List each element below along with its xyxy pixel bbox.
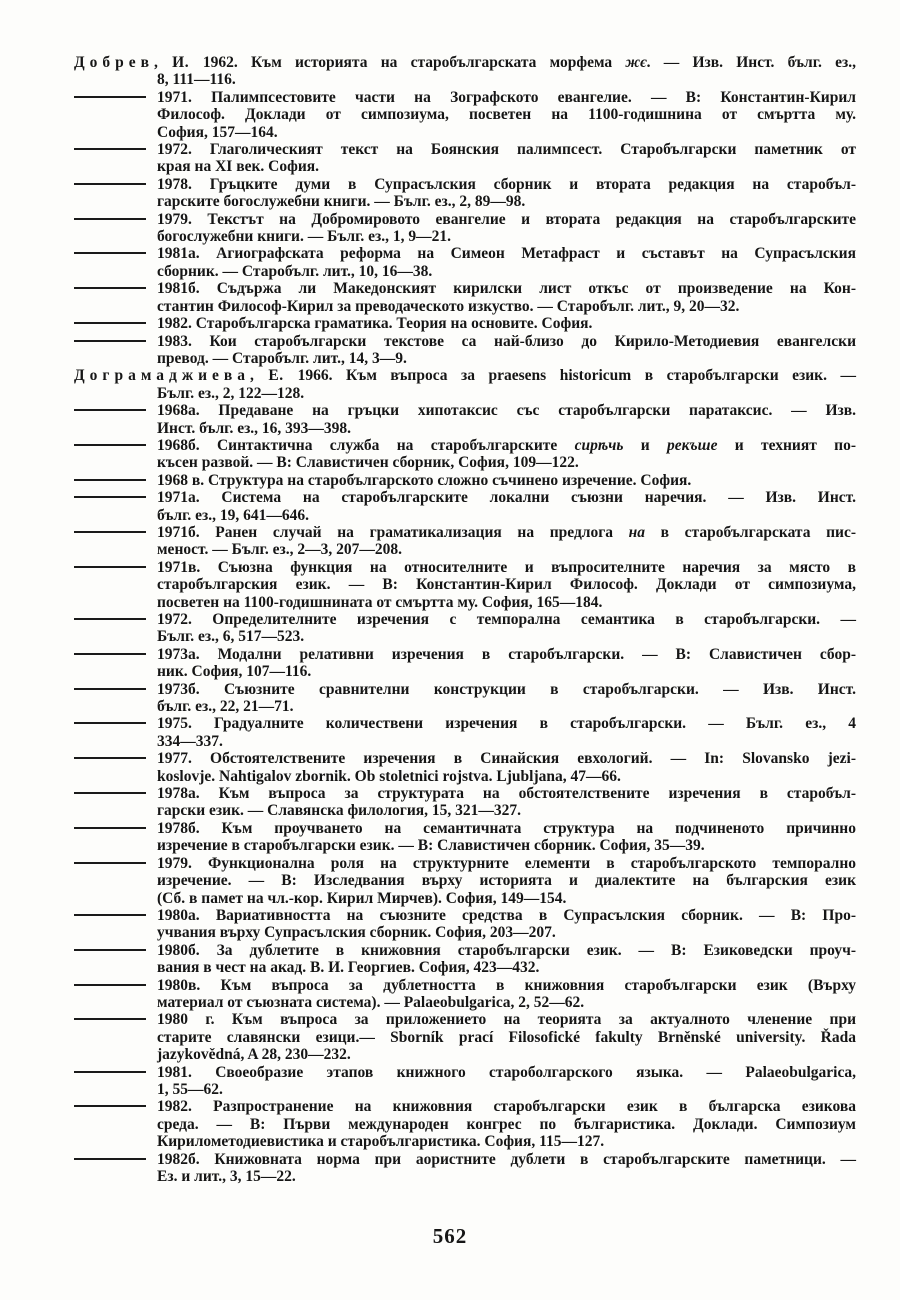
bib-line: вания в чест на акад. В. И. Георгиев. София, 423—432.	[157, 959, 540, 977]
bib-line: jazykovědná, A 28, 230—232.	[157, 1046, 351, 1064]
same-author-dash	[74, 479, 146, 481]
author-initial: , И.	[154, 54, 203, 71]
bib-line: 1971. Палимпсестовите части на Зографското евангелие. — В: Константин-Кирил	[74, 89, 856, 106]
author-name: Добрев	[74, 54, 155, 71]
bib-line: 1979. Текстът на Добромировото евангелие и втората редакция на старобългарските	[74, 211, 856, 228]
same-author-dash	[74, 148, 146, 150]
bib-line: 1971в. Съюзна функция на относителните и въпросителните наречия за място в	[74, 559, 856, 576]
bib-line: София, 157—164.	[157, 123, 278, 141]
bib-line: Ез. и лит., 3, 15—22.	[157, 1168, 296, 1185]
same-author-dash	[74, 1018, 146, 1020]
bib-line: изречение. — В: Изследвания върху историята и диалектите на българския език	[157, 872, 856, 890]
bib-line: 1972. Определителните изречения с темпорална семантика в старобългарски. —	[74, 611, 856, 628]
same-author-dash	[74, 984, 146, 986]
bib-line: стантин Философ-Кирил за преводаческото изкуство. — Старобълг. лит., 9, 20—32.	[157, 297, 740, 315]
bib-line: 1971б. Ранен случай на граматикализация на предлога на в старобългарската пис-	[74, 524, 856, 541]
bib-entry	[74, 437, 856, 472]
bib-entry	[74, 333, 856, 368]
bib-line: Бълг. ез., 6, 517—523.	[157, 628, 305, 646]
same-author-dash	[74, 1105, 146, 1107]
bib-entry	[74, 489, 856, 524]
bibliography-list	[74, 54, 856, 1185]
old-cyrillic-word: жє	[625, 54, 647, 71]
same-author-dash	[74, 792, 146, 794]
same-author-dash	[74, 322, 146, 324]
bib-line: 1968 в. Структура на старобългарското сложно съчинено изречение. София.	[74, 472, 856, 489]
bib-line: материал от съюзната система). — Palaeobulgarica, 2, 52—62.	[157, 993, 585, 1011]
bib-line: Философ. Доклади от симпозиума, посветен на 1100-годишнина от смъртта му.	[157, 106, 856, 124]
same-author-dash	[74, 1158, 146, 1160]
bib-line: Дограмаджиева, Е. 1966. Към въпроса за praesens historicum в старобългарски език. —	[74, 367, 856, 385]
bib-line: 1, 55—62.	[157, 1080, 223, 1098]
same-author-dash	[74, 96, 146, 98]
bib-line: Бълг. ез., 2, 122—128.	[157, 384, 305, 402]
bib-entry	[74, 315, 856, 332]
bib-line: 334—337.	[157, 732, 223, 750]
bib-line: (Сб. в памет на чл.-кор. Кирил Мирчев). София, 149—154.	[157, 889, 567, 907]
bib-line: 1979. Функционална роля на структурните елементи в старобългарското темпорално	[74, 855, 856, 872]
bib-line: 1978б. Към проучването на семантичната структура на подчиненото причинно	[74, 820, 856, 837]
author-initial: , Е.	[250, 367, 298, 385]
bib-line: превод. — Старобълг. лит., 14, 3—9.	[157, 349, 407, 367]
bib-line: богослужебни книги. — Бълг. ез., 1, 9—21.	[157, 228, 451, 246]
bib-entry	[74, 280, 856, 315]
bib-entry	[74, 977, 856, 1012]
bib-entry	[74, 681, 856, 716]
bib-line: 1980а. Вариативността на съюзните средства в Супрасълския сборник. — В: Про-	[74, 907, 856, 924]
bib-line: ник. София, 107—116.	[157, 663, 312, 681]
bib-entry	[74, 750, 856, 785]
bib-line: старите славянски езици.— Sborník prací Filosofické fakulty Brněnské university. Řada	[157, 1028, 856, 1046]
same-author-dash	[74, 1071, 146, 1073]
bib-entry	[74, 472, 856, 489]
bib-line: koslovje. Nahtigalov zbornik. Ob stoletnici rojstva. Ljubljana, 47—66.	[157, 767, 621, 785]
bib-line: 1978а. Към въпроса за структурата на обстоятелствените изречения в старобъл-	[74, 785, 856, 802]
author-name: Дограмаджиева	[74, 367, 251, 385]
same-author-dash	[74, 653, 146, 655]
bib-entry	[74, 559, 856, 611]
bib-entry	[74, 176, 856, 211]
same-author-dash	[74, 566, 146, 568]
bib-line: 1982б. Книжовната норма при аористните дублети в старобългарските паметници. —	[74, 1151, 856, 1168]
bib-line: 1975. Градуалните количествени изречения в старобългарски. — Бълг. ез., 4	[74, 715, 856, 732]
same-author-dash	[74, 218, 146, 220]
bib-entry	[74, 1011, 856, 1063]
bib-line: 1981. Своеобразие этапов книжного староболгарского языка. — Palaeobulgarica,	[74, 1064, 856, 1081]
bib-line: 1971а. Система на старобългарските локални съюзни наречия. — Изв. Инст.	[74, 489, 856, 506]
bib-line: старобългарския език. — В: Константин-Кирил Философ. Доклади от симпозиума,	[157, 576, 856, 594]
bib-line: 1982. Старобългарска граматика. Теория на основите. София.	[74, 315, 856, 332]
bib-entry	[74, 1098, 856, 1150]
same-author-dash	[74, 722, 146, 724]
same-author-dash	[74, 949, 146, 951]
same-author-dash	[74, 252, 146, 254]
bib-entry	[74, 1064, 856, 1099]
bib-entry	[74, 89, 856, 141]
bib-entry	[74, 141, 856, 176]
same-author-dash	[74, 688, 146, 690]
old-cyrillic-word: рекъше	[667, 436, 718, 454]
same-author-dash	[74, 827, 146, 829]
same-author-dash	[74, 757, 146, 759]
old-cyrillic-word: сирѣчь	[574, 436, 624, 454]
bib-line: изречение в старобългарски език. — В: Славистичен сборник. София, 35—39.	[157, 837, 705, 855]
bib-entry	[74, 1151, 856, 1186]
italic-word: на	[628, 523, 646, 541]
same-author-dash	[74, 531, 146, 533]
bib-entry	[74, 785, 856, 820]
bib-line: меност. — Бълг. ез., 2—3, 207—208.	[157, 541, 402, 559]
bib-line: 1980в. Към въпроса за дублетността в книжовния старобългарски език (Върху	[74, 977, 856, 994]
bib-line: 1980б. За дублетите в книжовния старобългарски език. — В: Езиковедски проуч-	[74, 942, 856, 959]
bib-entry	[74, 524, 856, 559]
bib-line: 1972. Глаголическият текст на Боянския палимпсест. Старобългарски паметник от	[74, 141, 856, 158]
bib-entry	[74, 367, 856, 402]
bib-line: бълг. ез., 22, 21—71.	[157, 698, 294, 716]
bib-line: 1973б. Съюзните сравнителни конструкции в старобългарски. — Изв. Инст.	[74, 681, 856, 698]
bib-entry	[74, 245, 856, 280]
bib-line: среда. — В: Първи международен конгрес по българистика. Доклади. Симпозиум	[157, 1115, 856, 1133]
bib-line: 1977. Обстоятелствените изречения в Синайския евхологий. — In: Slovansko jezi-	[74, 750, 856, 767]
bib-entry	[74, 820, 856, 855]
same-author-dash	[74, 287, 146, 289]
bib-line: 1978. Гръцките думи в Супрасълския сборник и втората редакция на старобъл-	[74, 176, 856, 193]
bib-entry	[74, 54, 856, 89]
bib-line: учвания върху Супрасълския сборник. София, 203—207.	[157, 924, 556, 942]
bib-line: 1981а. Агиографската реформа на Симеон Метафраст и съставът на Супрасълския	[74, 245, 856, 262]
bib-line: Кирилометодиевистика и старобългаристика. София, 115—127.	[157, 1133, 605, 1151]
bib-line: сборник. — Старобълг. лит., 10, 16—38.	[157, 262, 433, 280]
same-author-dash	[74, 618, 146, 620]
bib-line: Добрев, И. 1962. Към историята на старобългарската морфема жє. — Изв. Инст. бълг. ез.,	[74, 54, 856, 71]
bib-entry	[74, 855, 856, 907]
same-author-dash	[74, 340, 146, 342]
page-number: 562	[432, 1224, 468, 1248]
same-author-dash	[74, 183, 146, 185]
bib-line: късен развой. — В: Славистичен сборник, София, 109—122.	[157, 454, 579, 472]
bib-line: гарски език. — Славянска филология, 15, 321—327.	[157, 802, 522, 820]
bib-entry	[74, 646, 856, 681]
same-author-dash	[74, 862, 146, 864]
same-author-dash	[74, 496, 146, 498]
bib-entry	[74, 211, 856, 246]
bib-line: 1982. Разпространение на книжовния старобългарски език в българска езикова	[74, 1098, 856, 1115]
bib-line: 1968б. Синтактична служба на старобългарските сирѣчь и рекъше и техният по-	[74, 437, 856, 454]
bib-entry	[74, 402, 856, 437]
bib-line: 1983. Кои старобългарски текстове са най-близо до Кирило-Методиевия евангелски	[74, 333, 856, 350]
bib-entry	[74, 907, 856, 942]
bib-line: 1968а. Предаване на гръцки хипотаксис със старобългарски паратаксис. — Изв.	[74, 402, 856, 419]
bib-line: 1980 г. Към въпроса за приложението на теорията за актуалното членение при	[74, 1011, 856, 1028]
bib-entry	[74, 942, 856, 977]
bib-line: края на XI век. София.	[157, 158, 320, 176]
bib-line: бълг. ез., 19, 641—646.	[157, 506, 309, 524]
same-author-dash	[74, 914, 146, 916]
bib-line: гарските богослужебни книги. — Бълг. ез., 2, 89—98.	[157, 193, 526, 211]
bib-line: 8, 111—116.	[157, 71, 236, 89]
bib-line: Инст. бълг. ез., 16, 393—398.	[157, 419, 352, 437]
bib-line: посветен на 1100-годишнината от смъртта му. София, 165—184.	[157, 593, 603, 611]
bib-entry	[74, 611, 856, 646]
bib-line: 1981б. Съдържа ли Македонският кирилски лист откъс от произведение на Кон-	[74, 280, 856, 297]
same-author-dash	[74, 409, 146, 411]
same-author-dash	[74, 444, 146, 446]
bib-entry	[74, 715, 856, 750]
bib-line: 1973а. Модални релативни изречения в старобългарски. — В: Славистичен сбор-	[74, 646, 856, 663]
